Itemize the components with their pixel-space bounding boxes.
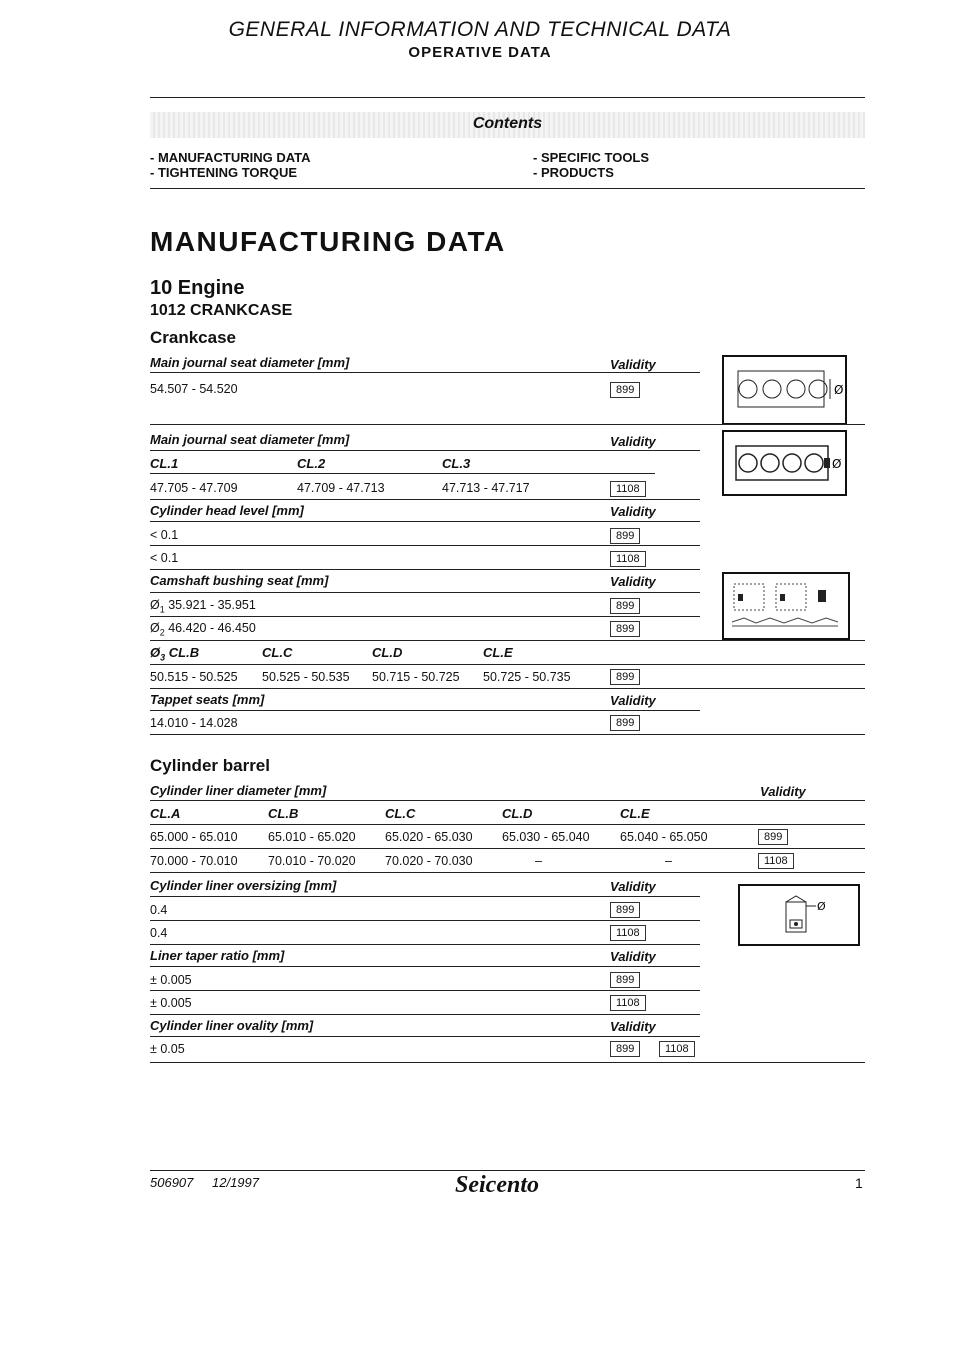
liner-diagram-icon: [740, 886, 858, 944]
crankcase-diagram-icon: [724, 432, 845, 494]
validity-badge: 899: [610, 598, 640, 614]
class-label: CL.D: [372, 645, 403, 660]
class-value: 70.010 - 70.020: [268, 854, 356, 868]
validity-badge: 1108: [610, 995, 646, 1011]
validity-label: Validity: [610, 504, 656, 519]
validity-badge: 1108: [758, 853, 794, 869]
footer-brand-logo: Seicento: [455, 1172, 539, 1198]
class-label: CL.C: [262, 645, 293, 660]
tappet-value: 14.010 - 14.028: [150, 716, 238, 730]
validity-badge: 899: [610, 902, 640, 918]
validity-badge: 1108: [659, 1041, 695, 1057]
class-label: CL.D: [502, 806, 533, 821]
main-journal-label: Main journal seat diameter [mm]: [150, 432, 350, 447]
class-label: CL.E: [620, 806, 650, 821]
validity-label: Validity: [610, 879, 656, 894]
validity-badge: 899: [610, 382, 640, 398]
contents-item[interactable]: - TIGHTENING TORQUE: [150, 165, 298, 180]
diameter-symbol: Ø: [150, 621, 160, 635]
main-journal-figure-2: [722, 430, 847, 496]
class-value: 65.000 - 65.010: [150, 830, 238, 844]
class-value: –: [665, 854, 672, 868]
figure-symbol: Ø: [817, 900, 826, 913]
validity-badge: 899: [610, 669, 640, 685]
footer-date: 12/1997: [212, 1175, 259, 1190]
row-rule: [150, 734, 865, 735]
validity-label: Validity: [610, 357, 656, 372]
class-value: –: [535, 854, 542, 868]
crankcase-heading: Crankcase: [150, 328, 237, 347]
barrel-heading: Cylinder barrel: [150, 756, 270, 775]
validity-label: Validity: [610, 693, 656, 708]
class-label: CL.B: [268, 806, 299, 821]
page-header-title: GENERAL INFORMATION AND TECHNICAL DATA: [228, 18, 732, 41]
oversizing-value: 0.4: [150, 926, 168, 940]
class-value: 65.020 - 65.030: [385, 830, 473, 844]
class-value: 70.020 - 70.030: [385, 854, 473, 868]
class-label: CL.3: [442, 456, 471, 471]
taper-label: Liner taper ratio [mm]: [150, 948, 285, 963]
main-journal-value: 54.507 - 54.520: [150, 382, 238, 396]
row-rule: [150, 848, 865, 849]
validity-badge: 899: [610, 715, 640, 731]
header-rule: [150, 97, 865, 98]
contents-left-list: [150, 150, 311, 180]
row-rule: [150, 966, 700, 967]
row-rule: [150, 920, 700, 921]
row-rule: [150, 664, 865, 665]
subgroup-title: 1012 CRANKCASE: [150, 302, 293, 319]
row-rule: [150, 450, 700, 451]
main-journal-label: Main journal seat diameter [mm]: [150, 355, 350, 370]
row-rule: [150, 800, 865, 801]
row-rule: [150, 896, 700, 897]
class-value: 47.705 - 47.709: [150, 481, 238, 495]
camshaft-range: 46.420 - 46.450: [168, 621, 256, 635]
class-label: CL.A: [150, 806, 181, 821]
class-label: CL.C: [385, 806, 416, 821]
class-label: CL.E: [483, 645, 513, 660]
validity-badge: 899: [610, 621, 640, 637]
class-value: 50.515 - 50.525: [150, 670, 238, 684]
footer-code: 506907: [150, 1175, 194, 1190]
validity-label: Validity: [610, 949, 656, 964]
contents-label: Contents: [472, 115, 543, 132]
row-rule: [150, 545, 700, 546]
camshaft-figure: [722, 572, 850, 640]
camshaft-diagram-icon: [724, 574, 848, 638]
contents-item[interactable]: - PRODUCTS: [533, 165, 614, 180]
figure-symbol: Ø: [832, 457, 842, 471]
row-rule: [150, 944, 700, 945]
class-value: 50.725 - 50.735: [483, 670, 571, 684]
head-level-value: < 0.1: [150, 551, 179, 565]
liner-figure: [738, 884, 860, 946]
row-rule: [150, 521, 700, 522]
oversizing-value: 0.4: [150, 903, 168, 917]
class-value: 47.709 - 47.713: [297, 481, 385, 495]
validity-label: Validity: [760, 784, 806, 799]
liner-diameter-label: Cylinder liner diameter [mm]: [150, 783, 327, 798]
row-rule: [150, 424, 865, 425]
row-rule: [150, 1014, 700, 1015]
row-rule: [150, 372, 700, 373]
class-value: 50.525 - 50.535: [262, 670, 350, 684]
group-title: 10 Engine: [150, 277, 245, 299]
figure-symbol: Ø: [834, 383, 844, 397]
row-rule: [150, 473, 655, 474]
row-rule: [150, 1062, 865, 1063]
page-header-subtitle: OPERATIVE DATA: [408, 44, 552, 61]
class-value: 65.040 - 65.050: [620, 830, 708, 844]
row-rule: [150, 616, 700, 617]
validity-badge: 899: [610, 972, 640, 988]
main-journal-figure: [722, 355, 847, 425]
row-rule: [150, 990, 700, 991]
row-rule: [150, 569, 700, 570]
validity-badge: 899: [758, 829, 788, 845]
validity-label: Validity: [610, 1019, 656, 1034]
camshaft-class-label: [150, 645, 199, 663]
row-rule: [150, 592, 700, 593]
row-rule: [150, 824, 865, 825]
footer-rule: [150, 1170, 865, 1171]
class-value: 65.030 - 65.040: [502, 830, 590, 844]
crankcase-diagram-icon: [724, 357, 845, 423]
row-rule: [150, 1036, 700, 1037]
validity-badge: 1108: [610, 481, 646, 497]
validity-label: Validity: [610, 434, 656, 449]
diameter-symbol: Ø: [150, 598, 160, 612]
contents-item[interactable]: - MANUFACTURING DATA: [150, 150, 311, 165]
taper-value: ± 0.005: [150, 996, 192, 1010]
class-value: 50.715 - 50.725: [372, 670, 460, 684]
class-value: 70.000 - 70.010: [150, 854, 238, 868]
class-label: CL.2: [297, 456, 326, 471]
ovality-value: ± 0.05: [150, 1042, 185, 1056]
diameter-subscript: 1: [159, 604, 165, 615]
row-rule: [150, 688, 865, 689]
head-level-value: < 0.1: [150, 528, 179, 542]
diameter-subscript: 3: [160, 652, 166, 663]
camshaft-value: [150, 621, 256, 638]
diameter-subscript: 2: [159, 627, 165, 638]
oversizing-label: Cylinder liner oversizing [mm]: [150, 878, 337, 893]
validity-badge: 899: [610, 528, 640, 544]
validity-badge: 1108: [610, 925, 646, 941]
diameter-symbol: Ø: [150, 645, 161, 660]
camshaft-range: 35.921 - 35.951: [168, 598, 256, 612]
class-value: 65.010 - 65.020: [268, 830, 356, 844]
camshaft-value: [150, 598, 256, 615]
camshaft-label: Camshaft bushing seat [mm]: [150, 573, 329, 588]
validity-badge: 1108: [610, 551, 646, 567]
head-level-label: Cylinder head level [mm]: [150, 503, 304, 518]
row-rule: [150, 499, 700, 500]
row-rule: [150, 710, 700, 711]
validity-badge: 899: [610, 1041, 640, 1057]
row-rule: [150, 872, 865, 873]
class-label: CL.B: [168, 645, 200, 660]
ovality-label: Cylinder liner ovality [mm]: [150, 1018, 314, 1033]
class-label: CL.1: [150, 456, 179, 471]
tappet-label: Tappet seats [mm]: [150, 692, 265, 707]
taper-value: ± 0.005: [150, 973, 192, 987]
section-title: MANUFACTURING DATA: [150, 226, 506, 257]
page-number: 1: [855, 1175, 863, 1191]
class-value: 47.713 - 47.717: [442, 481, 530, 495]
validity-label: Validity: [610, 574, 656, 589]
contents-right-list: [533, 150, 649, 180]
contents-item[interactable]: - SPECIFIC TOOLS: [533, 150, 650, 165]
contents-rule: [150, 188, 865, 189]
